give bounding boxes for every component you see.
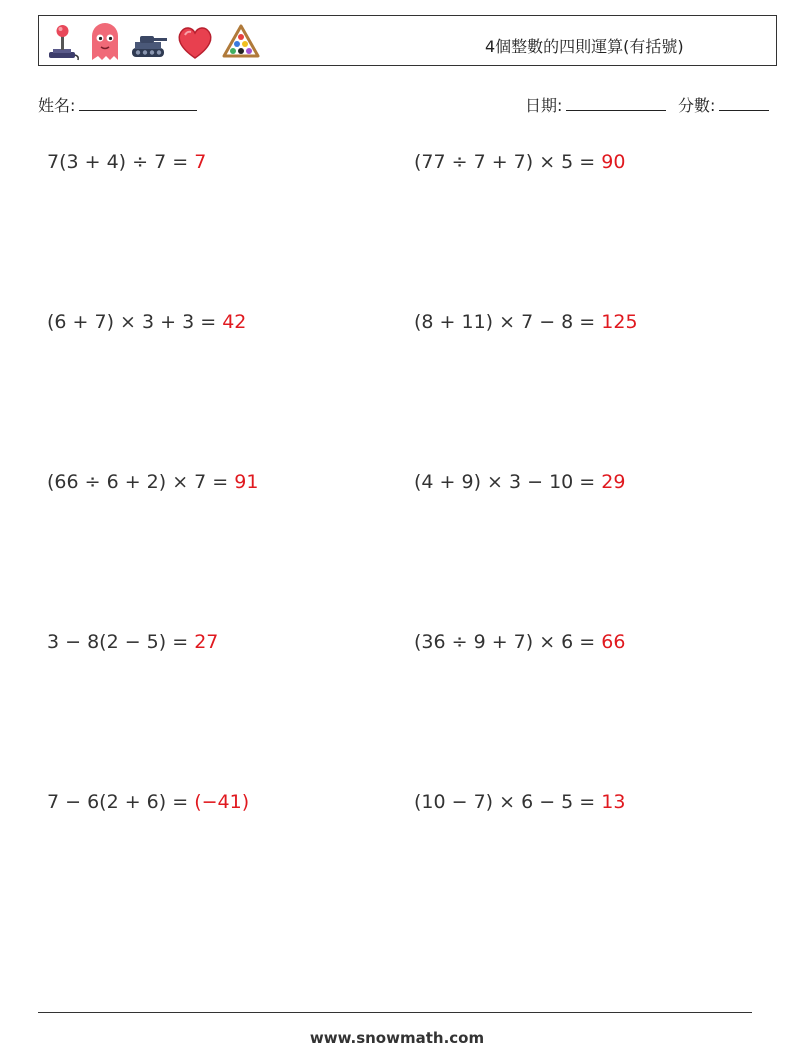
problem-10 (414, 791, 625, 813)
problem-answer: 13 (601, 791, 626, 813)
billiard-rack-icon (221, 22, 261, 62)
problem-3 (47, 311, 246, 333)
problem-expression: (66 ÷ 6 + 2) × 7 = (47, 471, 235, 493)
date-blank[interactable] (566, 96, 666, 111)
name-field (38, 93, 197, 116)
problem-answer: 125 (601, 311, 638, 333)
problem-1 (47, 151, 206, 173)
problem-expression: 7 − 6(2 + 6) = (47, 791, 195, 813)
problem-answer: 66 (601, 631, 626, 653)
problem-8 (414, 631, 625, 653)
problem-5 (47, 471, 258, 493)
problem-answer: 91 (234, 471, 259, 493)
problem-expression: (8 + 11) × 7 − 8 = (414, 311, 602, 333)
problem-answer: 27 (194, 631, 219, 653)
problem-2 (414, 151, 625, 173)
problem-answer: 42 (222, 311, 247, 333)
problem-expression: 7(3 + 4) ÷ 7 = (47, 151, 195, 173)
problem-4 (414, 311, 638, 333)
footer-divider (38, 1012, 752, 1013)
problem-expression: (77 ÷ 7 + 7) × 5 = (414, 151, 602, 173)
tank-icon (129, 22, 169, 62)
joystick-icon (45, 22, 81, 62)
date-label: 日期: (525, 96, 563, 115)
problem-answer: 90 (601, 151, 626, 173)
problem-expression: (36 ÷ 9 + 7) × 6 = (414, 631, 602, 653)
problem-expression: 3 − 8(2 − 5) = (47, 631, 195, 653)
footer-website[interactable]: www.snowmath.com (309, 1029, 485, 1047)
date-field (525, 93, 666, 116)
name-blank[interactable] (79, 96, 197, 111)
problem-expression: (10 − 7) × 6 − 5 = (414, 791, 602, 813)
worksheet-title: 4個整數的四則運算(有括號) (485, 37, 684, 56)
problem-7 (47, 631, 218, 653)
score-blank[interactable] (719, 96, 769, 111)
icon-strip (45, 22, 261, 62)
header-box (38, 15, 777, 66)
heart-icon (175, 22, 215, 62)
score-label: 分數: (678, 96, 716, 115)
problem-9 (47, 791, 249, 813)
problem-answer: (−41) (194, 791, 250, 813)
problem-answer: 7 (194, 151, 207, 173)
problem-expression: (6 + 7) × 3 + 3 = (47, 311, 223, 333)
name-label: 姓名: (38, 96, 76, 115)
problem-answer: 29 (601, 471, 626, 493)
ghost-icon (87, 22, 123, 62)
problem-6 (414, 471, 625, 493)
problem-expression: (4 + 9) × 3 − 10 = (414, 471, 602, 493)
score-field (678, 93, 769, 116)
